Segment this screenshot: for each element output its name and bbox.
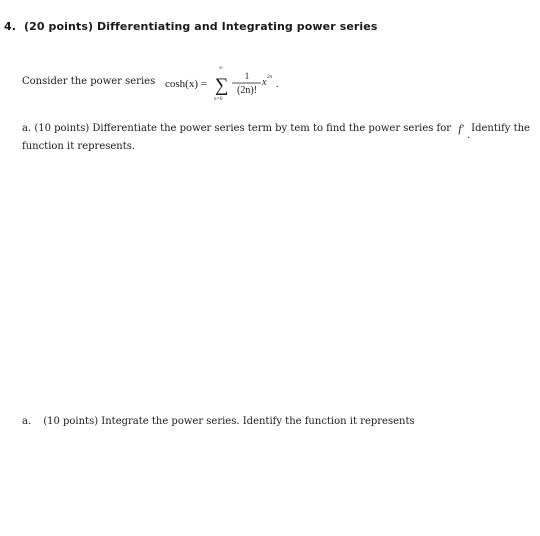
f-prime-symbol: f′ . (458, 123, 470, 141)
sigma-icon: ∑ (215, 75, 229, 96)
part-a-prompt (22, 121, 530, 155)
power-series-formula (165, 64, 285, 108)
formula-terminator: . (276, 79, 279, 90)
part-a-text-end: Identify the (471, 123, 530, 134)
question-heading (4, 20, 378, 33)
sum-upper-limit: ∞ (219, 66, 223, 71)
question-title: (20 points) Differentiating and Integrating power series (23, 20, 378, 33)
formula-variable: x (262, 77, 267, 88)
sum-lower-limit: n=0 (214, 97, 223, 102)
part-a-line2: function it represents. (22, 140, 136, 152)
part-b-prompt (22, 416, 415, 427)
fraction-denominator: (2n)! (237, 85, 257, 96)
formula-exponent: 2n (267, 75, 272, 80)
question-number: 4. (4, 20, 17, 33)
fraction-numerator: 1 (244, 71, 250, 81)
part-b-text: (10 points) Integrate the power series. Identify the function it represents (43, 416, 415, 427)
part-b-label: a. (22, 416, 32, 427)
formula-lhs: cosh(x) = (165, 78, 207, 90)
intro-text: Consider the power series (22, 76, 156, 87)
part-a-text: a. (10 points) Differentiate the power series term by tem to find the power series for (22, 123, 452, 134)
